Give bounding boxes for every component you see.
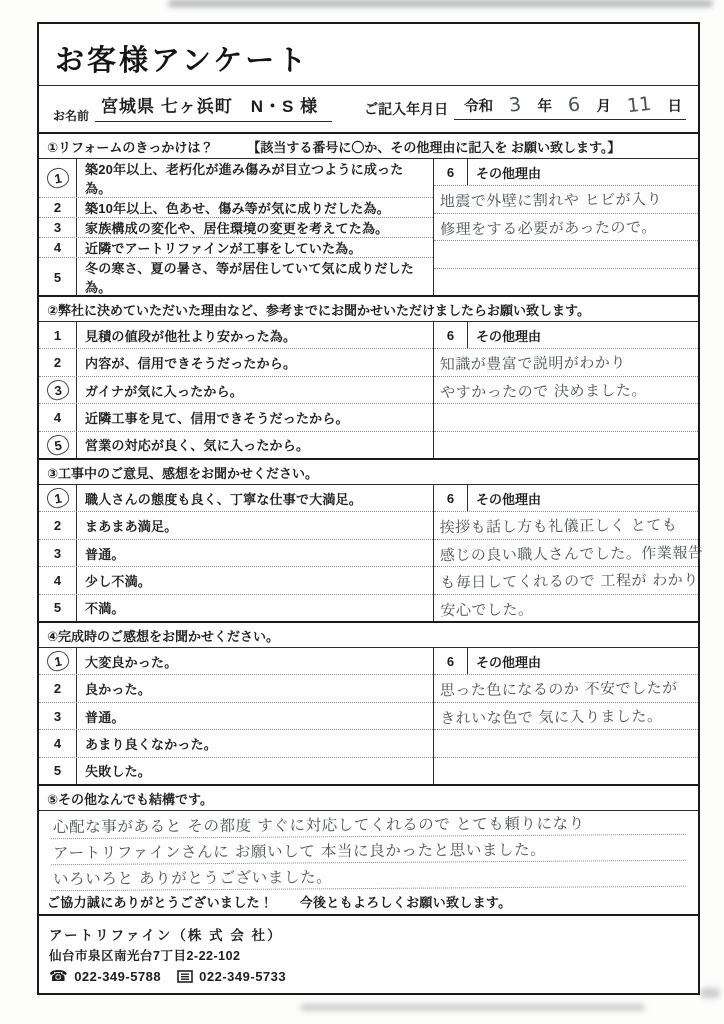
handwritten-line: 感じの良い職人さんでした。作業報告 xyxy=(439,543,704,565)
option-number-cell xyxy=(39,159,77,197)
option-label: 少し不満。 xyxy=(85,573,152,589)
company-address: 仙台市泉区南光台7丁目2-22-102 xyxy=(49,949,241,963)
option-label: 職人さんの態度も良く、丁寧な仕事で大満足。 xyxy=(85,491,362,507)
option-number: 2 xyxy=(53,200,62,215)
option-row xyxy=(39,566,433,593)
option-label: 失敗した。 xyxy=(85,764,152,780)
title-block xyxy=(39,24,698,86)
name-date-row xyxy=(39,86,698,134)
section-3-options xyxy=(39,485,433,621)
option-label: 普通。 xyxy=(85,546,125,562)
option-number: 4 xyxy=(53,572,62,588)
handwritten-line: いろいろと ありがとうございました。 xyxy=(51,861,686,891)
option-label: 良かった。 xyxy=(85,682,152,698)
section-1-other-reason-cell xyxy=(433,159,698,295)
option-row xyxy=(39,431,433,458)
era-label: 令和 xyxy=(464,99,494,115)
option-row xyxy=(39,403,433,430)
scan-smudge-top xyxy=(168,0,713,7)
handwritten-line: 知識が豊富で説明がわかり xyxy=(439,353,626,374)
section-1-table xyxy=(39,159,698,297)
option-number: 3 xyxy=(53,220,62,235)
option-label: 冬の寒さ、夏の暑さ、等が居住していて気に成りだした為。 xyxy=(85,261,414,295)
handdrawn-selection-circle xyxy=(45,166,70,189)
handwritten-line: 修理をする必要があったので。 xyxy=(440,217,657,239)
section-1-options xyxy=(39,159,433,295)
option-label: 築10年以上、色あせ、傷み等が気に成りだした為。 xyxy=(85,201,390,216)
option-row xyxy=(39,539,433,566)
section-5-heading-row xyxy=(39,786,698,811)
other-reason-number: 6 xyxy=(434,322,468,348)
option-number-cell xyxy=(39,485,77,511)
thanks-note: ご協力誠にありがとうございました！ 今後ともよろしくお願い致します。 xyxy=(39,889,698,916)
option-number: 3 xyxy=(53,708,62,724)
section-1-instruction-note: 【該当する番号に〇か、その他理由に記入を お願い致します。】 xyxy=(247,139,621,155)
option-number-cell xyxy=(39,648,77,674)
handdrawn-selection-circle xyxy=(45,650,70,673)
handdrawn-selection-circle xyxy=(45,433,70,456)
option-row xyxy=(39,376,433,403)
month-value-handwritten: 6 xyxy=(567,93,582,117)
handwritten-line: 安心でした。 xyxy=(440,600,534,620)
option-row xyxy=(39,674,433,701)
other-reason-number: 6 xyxy=(434,648,468,674)
option-label: 内容が、信用できそうだったから。 xyxy=(85,356,297,372)
handwritten-line: も毎日してくれるので 工程が わかり xyxy=(440,570,699,592)
option-number-cell xyxy=(39,703,77,729)
phone-icon: ☎ xyxy=(49,968,69,985)
option-number-cell xyxy=(39,349,77,375)
handdrawn-selection-circle xyxy=(45,487,70,510)
option-row xyxy=(39,348,433,375)
section-2-heading-row xyxy=(39,297,698,322)
other-reason-header xyxy=(434,648,698,674)
survey-form xyxy=(37,22,704,995)
handwritten-line: アートリファインさんに お願いして 本当に良かったと思いました。 xyxy=(51,835,686,865)
handwritten-answer xyxy=(440,674,697,732)
ruled-line xyxy=(434,240,698,267)
date-field xyxy=(454,94,686,120)
option-row xyxy=(39,322,433,348)
option-number: 5 xyxy=(53,763,62,779)
section-4-heading: ④完成時のご感想をお聞かせください。 xyxy=(47,628,280,644)
section-1-heading-row xyxy=(39,134,698,159)
date-label: ご記入年月日 xyxy=(364,101,449,117)
other-reason-header xyxy=(434,485,698,511)
handwritten-answer xyxy=(440,348,697,406)
ruled-line xyxy=(434,757,698,784)
option-number-cell xyxy=(39,675,77,701)
phone-number: 022-349-5788 xyxy=(74,968,162,984)
option-label: 普通。 xyxy=(85,709,125,725)
section-2-heading: ②弊社に決めていただいた理由など、参考までにお聞かせいただけましたらお願い致します。 xyxy=(47,302,590,318)
other-reason-label: その他理由 xyxy=(476,165,542,181)
option-label: まあまあ満足。 xyxy=(85,519,178,535)
day-value-handwritten: 11 xyxy=(626,92,653,118)
company-name: アートリファイン（株 式 会 社） xyxy=(49,928,283,943)
question-sections xyxy=(39,134,704,786)
month-suffix: 月 xyxy=(596,99,611,115)
option-label: 近隣工事を見て、信用できそうだったから。 xyxy=(85,410,349,426)
option-number: 5 xyxy=(53,600,62,616)
option-row xyxy=(39,159,433,197)
ruled-line xyxy=(434,431,698,458)
year-value-handwritten: 3 xyxy=(508,93,523,117)
section-2-other-reason-cell xyxy=(433,322,698,458)
section-4-options xyxy=(39,648,433,784)
day-suffix: 日 xyxy=(667,99,682,115)
option-number: 1 xyxy=(52,170,63,186)
option-row xyxy=(39,237,433,257)
section-1-heading: ①リフォームのきっかけは？ xyxy=(47,139,214,155)
option-label: 見積の値段が他社より安かった為。 xyxy=(85,328,297,344)
option-row xyxy=(39,485,433,511)
option-number: 4 xyxy=(53,735,62,751)
company-block xyxy=(39,916,698,993)
option-number: 1 xyxy=(53,327,62,343)
option-number-cell xyxy=(39,758,77,784)
option-label: あまり良くなかった。 xyxy=(85,736,218,752)
option-row xyxy=(39,757,433,784)
option-row xyxy=(39,648,433,674)
option-number: 1 xyxy=(52,490,63,507)
option-label: 家族構成の変化や、居住環境の変更を考えてた為。 xyxy=(85,221,389,236)
section-4-table xyxy=(39,648,698,786)
section-2-options xyxy=(39,322,433,458)
section-4-other-reason-cell xyxy=(433,648,698,784)
ruled-line xyxy=(434,268,698,295)
option-label: 築20年以上、老朽化が進み傷みが目立つように成った為。 xyxy=(85,162,404,196)
scan-smudge-bottom xyxy=(300,1004,645,1011)
contact-row xyxy=(49,967,688,985)
option-number: 2 xyxy=(53,355,62,371)
handwritten-line: やすかったので 決めました。 xyxy=(440,380,648,402)
option-row xyxy=(39,729,433,756)
fax-icon xyxy=(177,970,193,983)
option-number-cell xyxy=(39,432,77,458)
option-label: 近隣でアートリファインが工事をしていた為。 xyxy=(85,241,362,256)
section-4-heading-row xyxy=(39,623,698,648)
option-number: 1 xyxy=(52,653,63,670)
fax-number: 022-349-5733 xyxy=(199,968,287,984)
handwritten-line: 地震で外壁に割れや ヒビが入り xyxy=(439,190,663,211)
option-number-cell xyxy=(39,512,77,538)
ruled-line xyxy=(434,729,698,756)
option-number: 5 xyxy=(52,436,63,453)
option-number-cell xyxy=(39,404,77,430)
name-label: お名前 xyxy=(53,109,90,123)
option-row xyxy=(39,702,433,729)
option-row xyxy=(39,257,433,296)
option-number-cell xyxy=(39,540,77,566)
section-3-heading-row xyxy=(39,460,698,485)
other-reason-header xyxy=(434,322,698,348)
other-reason-header xyxy=(434,159,698,185)
option-row xyxy=(39,197,433,217)
option-number-cell xyxy=(39,322,77,348)
option-number-cell xyxy=(39,595,77,621)
scan-smudge-right xyxy=(700,988,720,998)
other-reason-label: その他理由 xyxy=(476,328,542,344)
option-number: 2 xyxy=(53,681,62,697)
option-number: 3 xyxy=(53,545,62,561)
option-number-cell xyxy=(39,218,77,237)
option-number: 2 xyxy=(53,518,62,534)
section-3-other-reason-cell xyxy=(433,485,704,621)
option-number-cell xyxy=(39,377,77,403)
ruled-line xyxy=(434,403,698,430)
option-number: 5 xyxy=(53,269,62,285)
handdrawn-selection-circle xyxy=(45,378,70,401)
page-title: お客様アンケート xyxy=(55,45,310,77)
handwritten-line: 心配な事があると その都度 すぐに対応してくれるので とても頼りになり xyxy=(51,809,686,839)
other-reason-label: その他理由 xyxy=(476,654,542,670)
option-number: 4 xyxy=(53,409,62,425)
option-number-cell xyxy=(39,567,77,593)
section-3-heading: ③工事中のご意見、感想をお聞かせください。 xyxy=(47,465,319,481)
section-5-free-answer-area xyxy=(39,811,698,889)
other-reason-label: その他理由 xyxy=(476,491,542,507)
handwritten-line: きれいな色で 気に入りました。 xyxy=(440,706,663,728)
option-row xyxy=(39,594,433,621)
handwritten-answer xyxy=(439,511,704,624)
handwritten-line: 挨拶も話し方も礼儀正しく とても xyxy=(439,516,678,537)
option-number-cell xyxy=(39,730,77,756)
option-number: 3 xyxy=(52,382,63,398)
handwritten-answer xyxy=(440,185,697,243)
option-row xyxy=(39,511,433,538)
customer-name: 宮城県 七ヶ浜町 N・S 様 xyxy=(95,92,332,122)
option-label: 不満。 xyxy=(85,601,125,617)
option-label: ガイナが気に入ったから。 xyxy=(85,383,244,399)
option-number: 4 xyxy=(53,240,62,255)
option-number-cell xyxy=(39,258,77,296)
section-3-table xyxy=(39,485,704,623)
option-number-cell xyxy=(39,198,77,217)
section-5-heading: ⑤その他なんでも結構です。 xyxy=(47,791,213,807)
option-label: 営業の対応が良く、気に入ったから。 xyxy=(85,438,310,454)
handwritten-line: 思った色になるのか 不安でしたが xyxy=(439,679,678,700)
other-reason-number: 6 xyxy=(434,159,468,185)
option-number-cell xyxy=(39,238,77,257)
option-label: 大変良かった。 xyxy=(85,654,178,670)
other-reason-number: 6 xyxy=(434,485,468,511)
year-suffix: 年 xyxy=(537,99,553,115)
section-2-table xyxy=(39,322,698,460)
option-row xyxy=(39,217,433,237)
